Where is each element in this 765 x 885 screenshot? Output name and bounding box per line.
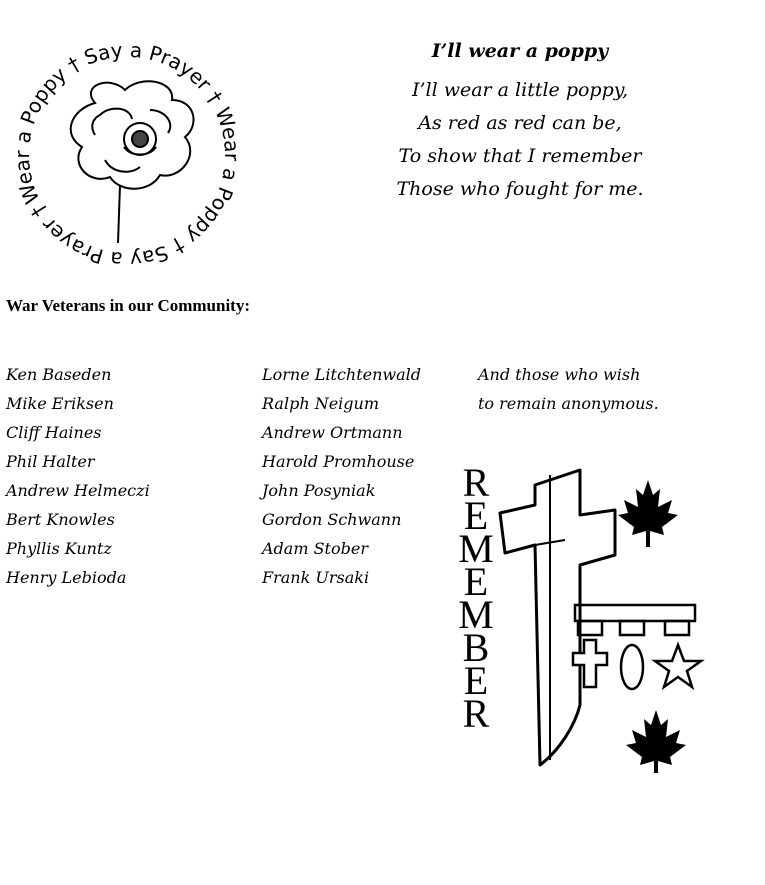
veteran-name: Adam Stober (262, 539, 368, 558)
veteran-name: Phyllis Kuntz (6, 539, 112, 558)
anonymous-note (478, 360, 659, 418)
badge-ring-text: Wear a Poppy † Say a Prayer † Wear a Poppy † Say a Prayer † (9, 37, 245, 265)
cross-icon (500, 470, 615, 765)
veteran-name: Lorne Litchtenwald (262, 365, 421, 384)
veterans-list-column-1 (6, 360, 150, 592)
remember-letter: M (458, 526, 494, 571)
medal-oval-icon (621, 645, 643, 689)
remember-letter: M (458, 592, 494, 637)
veteran-name: Harold Promhouse (262, 452, 415, 471)
remember-letter: E (463, 658, 489, 703)
medal-star-icon (655, 645, 701, 687)
veteran-name: Andrew Ortmann (262, 423, 403, 442)
poppy-badge (0, 15, 270, 265)
veteran-name: Mike Eriksen (6, 394, 114, 413)
remember-letter: B (462, 625, 490, 670)
veteran-name: Phil Halter (6, 452, 95, 471)
veteran-name: Ken Baseden (6, 365, 112, 384)
veteran-name: Frank Ursaki (262, 568, 370, 587)
veteran-name: Ralph Neigum (262, 394, 380, 413)
maple-leaf-icon (618, 480, 678, 547)
remember-letter: E (463, 559, 489, 604)
veterans-heading: War Veterans in our Community: (6, 296, 251, 315)
remember-letter: R (462, 691, 490, 736)
poem-line: Those who fought for me. (396, 178, 644, 200)
veteran-name: Andrew Helmeczi (6, 481, 150, 500)
veteran-name: Henry Lebioda (6, 568, 127, 587)
poem-line: I’ll wear a little poppy, (411, 79, 629, 101)
maple-leaf-icon (626, 710, 686, 773)
poem-line: As red as red can be, (418, 112, 622, 134)
medal-bar (575, 605, 695, 635)
veteran-name: Cliff Haines (6, 423, 102, 442)
veterans-list-column-2 (262, 360, 421, 592)
anonymous-line: And those who wish (478, 365, 641, 384)
veteran-name: Bert Knowles (6, 510, 115, 529)
veteran-name: John Posyniak (262, 481, 376, 500)
poem-line: To show that I remember (398, 145, 642, 167)
remember-artwork (440, 455, 720, 775)
poem-title: I’ll wear a poppy (431, 40, 609, 62)
poppy-flower-icon (71, 81, 194, 243)
veteran-name: Gordon Schwann (262, 510, 402, 529)
poem (380, 40, 660, 206)
remember-letter: R (462, 460, 490, 505)
remember-letter: E (463, 493, 489, 538)
anonymous-line: to remain anonymous. (478, 394, 659, 413)
